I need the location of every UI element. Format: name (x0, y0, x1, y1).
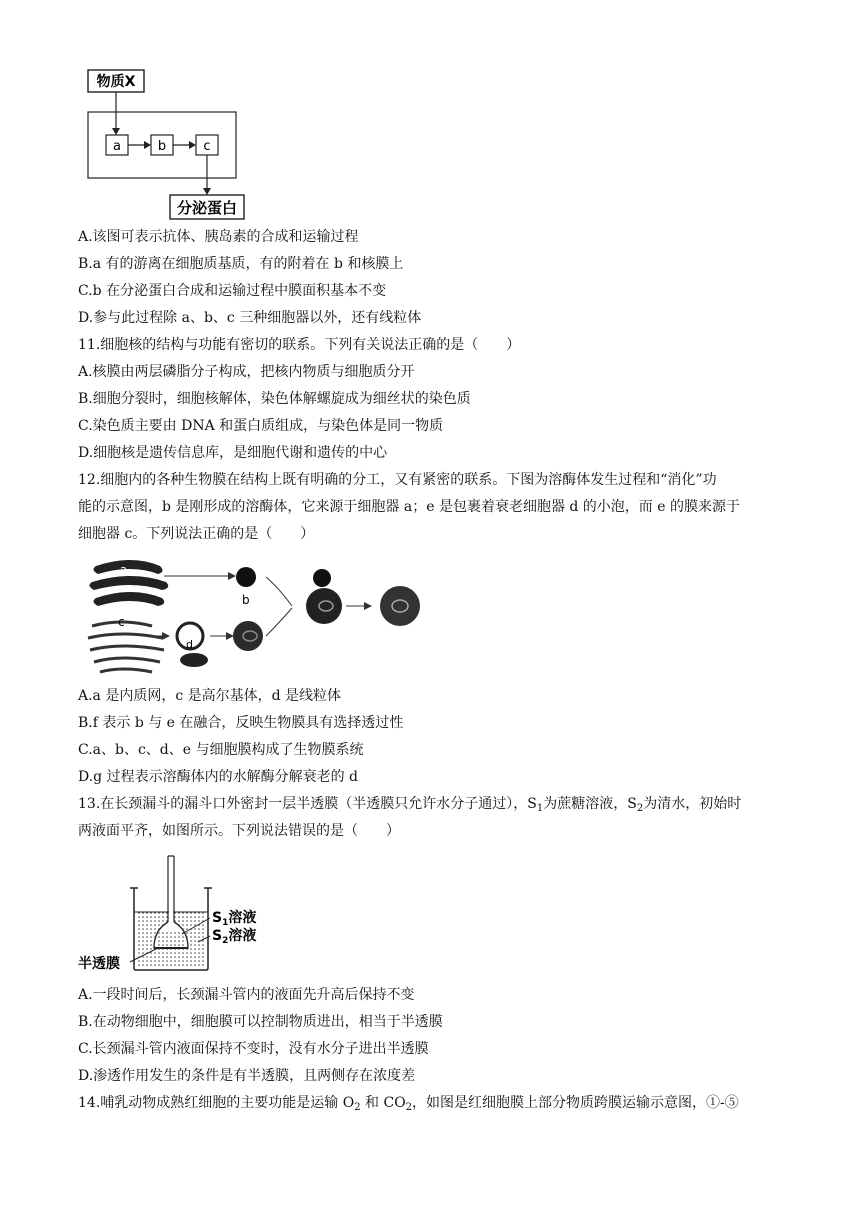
q11-option-d: D.细胞核是遗传信息库，是细胞代谢和遗传的中心 (78, 445, 388, 461)
q12-stem-line-3: 细胞器 c。下列说法正确的是（ ） (78, 526, 315, 542)
membrane-label: 半透膜 (78, 956, 120, 972)
q10-option-c: C.b 在分泌蛋白合成和运输过程中膜面积基本不变 (78, 283, 387, 299)
secretion-pathway-figure (78, 66, 258, 226)
q12-option-a: A.a 是内质网，c 是高尔基体，d 是线粒体 (78, 688, 342, 704)
q11-option-c: C.染色质主要由 DNA 和蛋白质组成，与染色体是同一物质 (78, 418, 444, 434)
label-d: d (186, 638, 193, 651)
q11-option-b: B.细胞分裂时，细胞核解体，染色体解螺旋成为细丝状的染色质 (78, 391, 471, 407)
q12-stem-line-2: 能的示意图，b 是刚形成的溶酶体，它来源于细胞器 a；e 是包裹着衰老细胞器 d 的小泡，而 e 的膜来源于 (78, 499, 740, 515)
substance-x-label: 物质X (96, 74, 136, 90)
q12-option-d: D.g 过程表示溶酶体内的水解酶分解衰老的 d (78, 769, 358, 785)
q13-option-d: D.渗透作用发生的条件是有半透膜，且两侧存在浓度差 (78, 1068, 416, 1084)
q13-stem-line-2: 两液面平齐，如图所示。下列说法错误的是（ ） (78, 823, 400, 839)
lysosome-b (236, 567, 256, 587)
fusion-f (306, 588, 342, 624)
q13-stem-line-1: 13.在长颈漏斗的漏斗口外密封一层半透膜（半透膜只允许水分子通过），$S_1$为蔗糖溶液，$S_2$为清水，初始时 (78, 796, 742, 814)
q12-option-b: B.f 表示 b 与 e 在融合，反映生物膜具有选择透过性 (78, 715, 404, 731)
q10-option-b: B.a 有的游离在细胞质基质，有的附着在 b 和核膜上 (78, 256, 404, 272)
box-a-label: a (113, 139, 121, 154)
vesicle-e (233, 621, 263, 651)
organelle-c-er (88, 622, 164, 672)
label-a: a (120, 563, 128, 577)
s2-solution-label: $S_2$溶液 (212, 928, 257, 946)
q14-stem: 14.哺乳动物成熟红细胞的主要功能是运输 $O_2$ 和 $CO_2$，如图是红细胞膜上部分物质跨膜运输示意图，①-⑤ (78, 1095, 739, 1113)
q10-option-a: A.该图可表示抗体、胰岛素的合成和运输过程 (78, 229, 359, 245)
label-b: b (242, 593, 250, 607)
s1-solution-label: $S_1$溶液 (212, 910, 257, 928)
organelle-a-golgi (89, 560, 168, 606)
box-b-label: b (157, 139, 167, 154)
osmosis-figure (78, 852, 278, 976)
mitochondrion-d (180, 653, 208, 667)
lysosome-figure (82, 552, 442, 680)
q11-stem: 11.细胞核的结构与功能有密切的联系。下列有关说法正确的是（ ） (78, 337, 521, 353)
q10-option-d: D.参与此过程除 a、b、c 三种细胞器以外，还有线粒体 (78, 310, 422, 326)
q12-option-c: C.a、b、c、d、e 与细胞膜构成了生物膜系统 (78, 742, 364, 758)
q11-option-a: A.核膜由两层磷脂分子构成，把核内物质与细胞质分开 (78, 364, 415, 380)
q13-option-c: C.长颈漏斗管内液面保持不变时，没有水分子进出半透膜 (78, 1041, 429, 1057)
box-c-label: c (203, 139, 211, 154)
digestion-g (380, 586, 420, 626)
label-c: c (118, 615, 125, 629)
q13-option-b: B.在动物细胞中，细胞膜可以控制物质进出，相当于半透膜 (78, 1014, 443, 1030)
q13-option-a: A.一段时间后，长颈漏斗管内的液面先升高后保持不变 (78, 987, 415, 1003)
q12-stem-line-1: 12.细胞内的各种生物膜在结构上既有明确的分工，又有紧密的联系。下图为溶酶体发生过程和“消化”功 (78, 472, 717, 488)
secreted-protein-label: 分泌蛋白 (176, 199, 238, 217)
